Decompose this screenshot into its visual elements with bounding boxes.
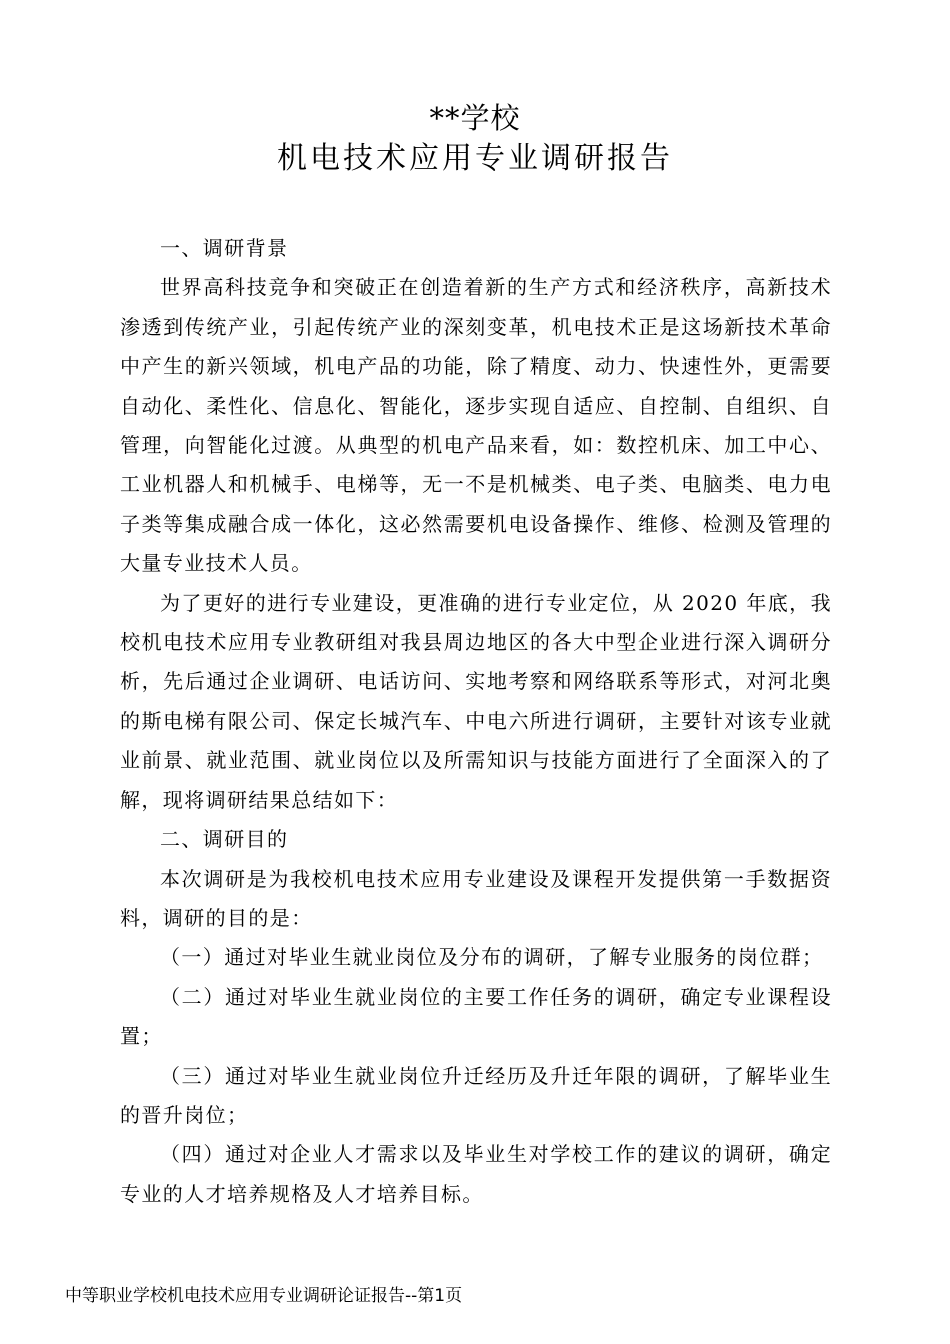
paragraph-background-2: 为了更好的进行专业建设，更准确的进行专业定位，从 2020 年底，我校机电技术应用专业教研组对我县周边地区的各大中型企业进行深入调研分析，先后通过企业调研、电话访问、实地考察和网络联系等形式，对河北奥的斯电梯有限公司、保定长城汽车、中电六所进行调研，主要针对该专业就业前景、就业范围、就业岗位以及所需知识与技能方面进行了全面深入的了解，现将调研结果总结如下： bbox=[120, 590, 832, 812]
purpose-item-3: （三）通过对毕业生就业岗位升迁经历及升迁年限的调研，了解毕业生的晋升岗位； bbox=[120, 1063, 832, 1127]
purpose-item-1: （一）通过对毕业生就业岗位及分布的调研，了解专业服务的岗位群； bbox=[160, 945, 824, 970]
page-footer: 中等职业学校机电技术应用专业调研论证报告--第1页 bbox=[65, 1286, 463, 1306]
section-heading-purpose: 二、调研目的 bbox=[160, 827, 289, 852]
purpose-item-2: （二）通过对毕业生就业岗位的主要工作任务的调研，确定专业课程设置； bbox=[120, 984, 832, 1049]
purpose-item-4: （四）通过对企业人才需求以及毕业生对学校工作的建议的调研，确定专业的人才培养规格及人才培养目标。 bbox=[120, 1142, 832, 1206]
section-heading-background: 一、调研背景 bbox=[160, 236, 289, 260]
paragraph-background-1: 世界高科技竞争和突破正在创造着新的生产方式和经济秩序，高新技术渗透到传统产业，引起传统产业的深刻变革，机电技术正是这场新技术革命中产生的新兴领域，机电产品的功能，除了精度、动力、快速性外，更需要自动化、柔性化、信息化、智能化，逐步实现自适应、自控制、自组织、自管理，向智能化过渡。从典型的机电产品来看，如：数控机床、加工中心、工业机器人和机械手、电梯等，无一不是机械类、电子类、电脑类、电力电子类等集成融合成一体化，这必然需要机电设备操作、维修、检测及管理的大量专业技术人员。 bbox=[120, 275, 832, 576]
paragraph-purpose-intro: 本次调研是为我校机电技术应用专业建设及课程开发提供第一手数据资料，调研的目的是： bbox=[120, 866, 832, 930]
report-title: 机电技术应用专业调研报告 bbox=[277, 141, 673, 176]
school-name: **学校 bbox=[429, 101, 521, 135]
report-body bbox=[120, 229, 832, 1214]
